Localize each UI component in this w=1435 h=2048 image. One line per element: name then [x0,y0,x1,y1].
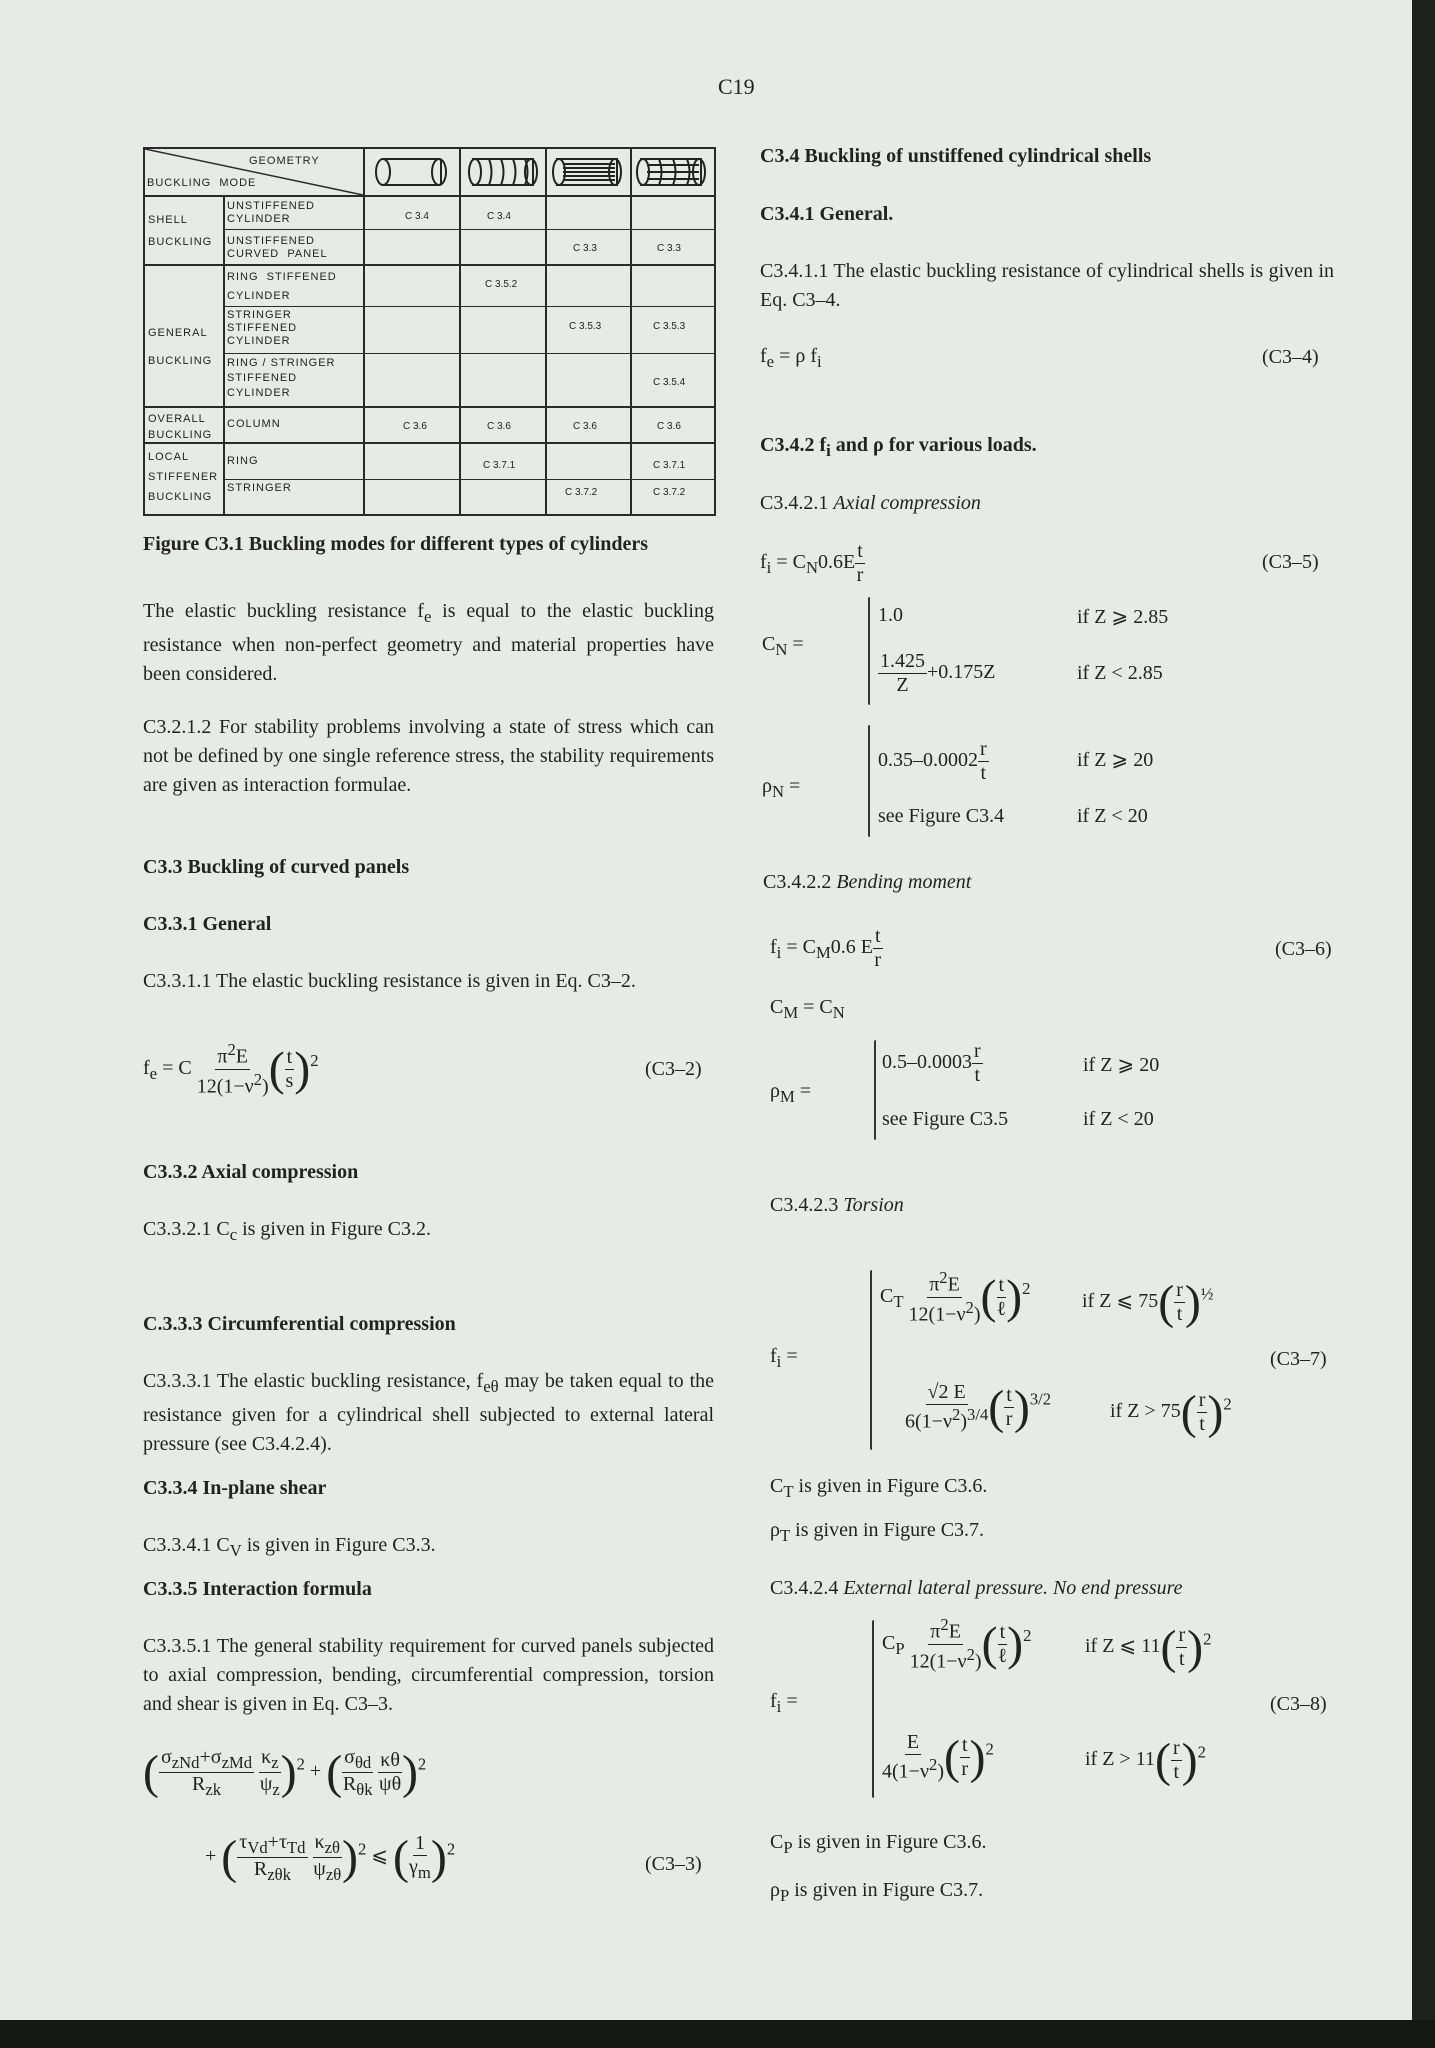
ft-cond1: if Z ⩽ 75( $\frac{r}{t}$ )$^{\frac{1}{2}}$ [1082,1276,1214,1329]
equation-label: (C3–6) [1275,938,1332,960]
paragraph-c32112: C3.2.1.2 For stability problems involving a state of stress which can not be defined by one single reference stress, the stability requirements are given as interaction formulae. [143,716,714,796]
row-label: RING STIFFENED CYLINDER [227,271,337,302]
table-cell: C 3.4 [405,211,429,222]
table-cell: C 3.5.3 [653,321,686,332]
equation-label: (C3–5) [1262,551,1319,573]
heading-c342: C3.4.2 $f_i$ and ρ for various loads. [760,434,1037,460]
equation-c3-3-line2: + ( $\frac{\tau_{Vd}+\tau_{Td}}{R_{z\theta k}}$ $\frac{\kappa_{z\theta}}{\psi_{z\theta}}$ )$^2$ ⩽ ( $\frac{1}{\gamma_m}$ )$^2$ [205,1830,456,1884]
fp-cond1: if Z ⩽ 11( $\frac{r}{t}$ )$^2$ [1085,1621,1212,1674]
paragraph-elastic: The elastic buckling resistance $f_e$ is equal to the elastic buckling resistance when non-perfect geometry and material properties have been considered. [143,600,714,685]
row-label: UNSTIFFENED CYLINDER [227,200,315,225]
cn-cond1: if Z ⩾ 2.85 [1077,606,1169,628]
subheading-c3422: C3.4.2.2 Bending moment [763,871,972,893]
rhon-case2: see Figure C3.4 [878,805,1005,827]
table-cell: C 3.6 [487,421,511,432]
cn-cond2: if Z < 2.85 [1077,662,1163,684]
header-geometry: GEOMETRY [249,155,320,167]
group-shell: SHELL BUCKLING [148,214,213,248]
note-rhop: $\rho_P$ is given in Figure C3.7. [770,1879,984,1905]
equation-label: (C3–2) [645,1058,702,1080]
table-cell: C 3.7.1 [653,460,686,471]
figure-caption: Figure C3.1 Buckling modes for different types of cylinders [143,533,648,555]
stringer-stiffened-cylinder-icon [551,155,625,189]
equation-label: (C3–4) [1262,346,1319,368]
table-cell: C 3.3 [657,243,681,254]
paragraph-c3351: C3.3.5.1 The general stability requirement for curved panels subjected to axial compression, bending, circumferential compression, torsion and shear is given in Eq. C3–3. [143,1635,714,1715]
unstiffened-cylinder-icon [373,155,451,189]
heading-c333: C.3.3.3 Circumferential compression [143,1313,456,1335]
table-cell: C 3.5.2 [485,279,518,290]
table-cell: C 3.7.1 [483,460,516,471]
rhom-cond1: if Z ⩾ 20 [1083,1054,1160,1076]
fp-cond2: if Z > 11( $\frac{r}{t}$ )$^2$ [1085,1734,1206,1787]
rhom-cond2: if Z < 20 [1083,1108,1154,1130]
paragraph-c3311: C3.3.1.1 The elastic buckling resistance is given in Eq. C3–2. [143,970,636,992]
cn-brace [868,597,870,705]
table-cell: C 3.5.4 [653,377,686,388]
scan-edge-bottom [0,2020,1435,2048]
paragraph-c3411: C3.4.1.1 The elastic buckling resistance of cylindrical shells is given in Eq. C3–4. [760,260,1334,311]
ring-stringer-stiffened-cylinder-icon [635,155,709,189]
rhon-label: $\rho_N$ = [762,775,801,801]
row-label: UNSTIFFENED CURVED PANEL [227,235,328,260]
fp-brace [872,1620,874,1798]
table-cell: C 3.6 [657,421,681,432]
table-cell: C 3.6 [573,421,597,432]
row-label: RING / STRINGER STIFFENED CYLINDER [227,357,336,399]
rhon-cond2: if Z < 20 [1077,805,1148,827]
group-overall: OVERALL BUCKLING [148,413,213,441]
group-local: LOCAL STIFFENER BUCKLING [148,451,219,503]
ft-brace [870,1270,872,1450]
paragraph-c3331: C3.3.3.1 The elastic buckling resistance, $f_{e\theta}$ may be taken equal to the resistance given for a cylindrical shell subjected to external lateral pressure (see C3.4.2.4). [143,1370,715,1455]
rhom-case2: see Figure C3.5 [882,1108,1009,1130]
cm-equation: $C_M = C_N$ [770,996,845,1022]
rhom-label: $\rho_M$ = [770,1080,812,1106]
table-cell: C 3.6 [403,421,427,432]
group-general: GENERAL BUCKLING [148,327,213,367]
row-label: COLUMN [227,418,281,430]
equation-c3-2: $f_e = C$ $\frac{\pi^2E}{12(1-\nu^2)}$ ( $\frac{t}{s}$ )$^2$ [143,1040,319,1098]
ft-case1: $C_T$ $\frac{\pi^2E}{12(1-\nu^2)}$ ( $\frac{t}{\text{ℓ}}$ )$^2$ [880,1268,1031,1326]
table-cell: C 3.4 [487,211,511,222]
note-ct: $C_T$ is given in Figure C3.6. [770,1475,988,1501]
equation-c3-3-line1: ( $\frac{\sigma_{zNd}+\sigma_{zMd}}{R_{zk}}$ $\frac{\kappa_z}{\psi_z}$ )$^2$ + ( $\frac{\sigma_{\theta d}}{R_{\theta k}}$ $\frac{\kappa\theta}{\psi\theta}$ )$^2$ [143,1745,427,1799]
rhon-cond1: if Z ⩾ 20 [1077,749,1154,771]
paragraph-c3321: C3.3.2.1 $C_c$ is given in Figure C3.2. [143,1218,431,1244]
row-label: RING [227,455,259,467]
fp-case1: $C_P$ $\frac{\pi^2E}{12(1-\nu^2)}$ ( $\frac{t}{\text{ℓ}}$ )$^2$ [882,1615,1032,1673]
heading-c341: C3.4.1 General. [760,203,894,225]
subheading-c3423: C3.4.2.3 Torsion [770,1194,904,1216]
equation-label: (C3–3) [645,1853,702,1875]
heading-c334: C3.3.4 In-plane shear [143,1477,327,1499]
row-label: STRINGER [227,482,292,494]
heading-c332: C3.3.2 Axial compression [143,1161,359,1183]
subheading-c3424: C3.4.2.4 External lateral pressure. No end pressure [770,1577,1183,1599]
fp-case2: $\frac{E}{4(1-\nu^2)}$ ( $\frac{t}{r}$ )$^2$ [882,1731,994,1784]
equation-c3-5: $f_i = C_N0.6E$ $\frac{t}{r}$ [760,540,864,586]
heading-c335: C3.3.5 Interaction formula [143,1578,372,1600]
scan-edge-right [1412,0,1435,2048]
note-rhot: $\rho_T$ is given in Figure C3.7. [770,1519,985,1545]
subheading-c3421: C3.4.2.1 Axial compression [760,492,981,514]
table-cell: C 3.3 [573,243,597,254]
cn-case1: 1.0 [878,604,903,626]
ring-stiffened-cylinder-icon [467,155,541,189]
equation-label: (C3–7) [1270,1348,1327,1370]
equation-c3-4: $f_e = \rho$ $f_i$ [760,345,822,371]
table-cell: C 3.7.2 [565,487,598,498]
buckling-mode-table [143,147,716,516]
cn-case2: $\frac{1.425}{Z}$ +0.175Z [880,650,996,696]
table-cell: C 3.5.3 [569,321,602,332]
note-cp: $C_P$ is given in Figure C3.6. [770,1831,987,1857]
header-buckling-mode: BUCKLING MODE [147,177,257,189]
ft-cond2: if Z > 75( $\frac{r}{t}$ )$^2$ [1110,1386,1232,1439]
equation-c3-6: $f_i = C_M0.6$ E $\frac{t}{r}$ [770,925,882,971]
paragraph-c3341: C3.3.4.1 $C_V$ is given in Figure C3.3. [143,1534,436,1560]
cn-label: $C_N$ = [762,633,804,659]
heading-c331: C3.3.1 General [143,913,272,935]
equation-label: (C3–8) [1270,1693,1327,1715]
rhom-case1: 0.5–0.0003 $\frac{r}{t}$ [882,1040,981,1086]
heading-c33: C3.3 Buckling of curved panels [143,856,410,878]
table-cell: C 3.7.2 [653,487,686,498]
rhom-brace [874,1040,876,1140]
page-number: C19 [718,74,755,99]
fp-label: $f_i$ = [770,1690,798,1716]
row-label: STRINGER STIFFENED CYLINDER [227,309,298,347]
rhon-brace [868,725,870,837]
ft-case2: $\frac{√2 E}{6(1-\nu^2)^{3/4}}$ ( $\frac{t}{r}$ )$^{3/2}$ [905,1381,1052,1434]
ft-label: $f_i$ = [770,1345,798,1371]
rhon-case1: 0.35–0.0002 $\frac{r}{t}$ [878,738,987,784]
heading-c34: C3.4 Buckling of unstiffened cylindrical shells [760,145,1152,167]
